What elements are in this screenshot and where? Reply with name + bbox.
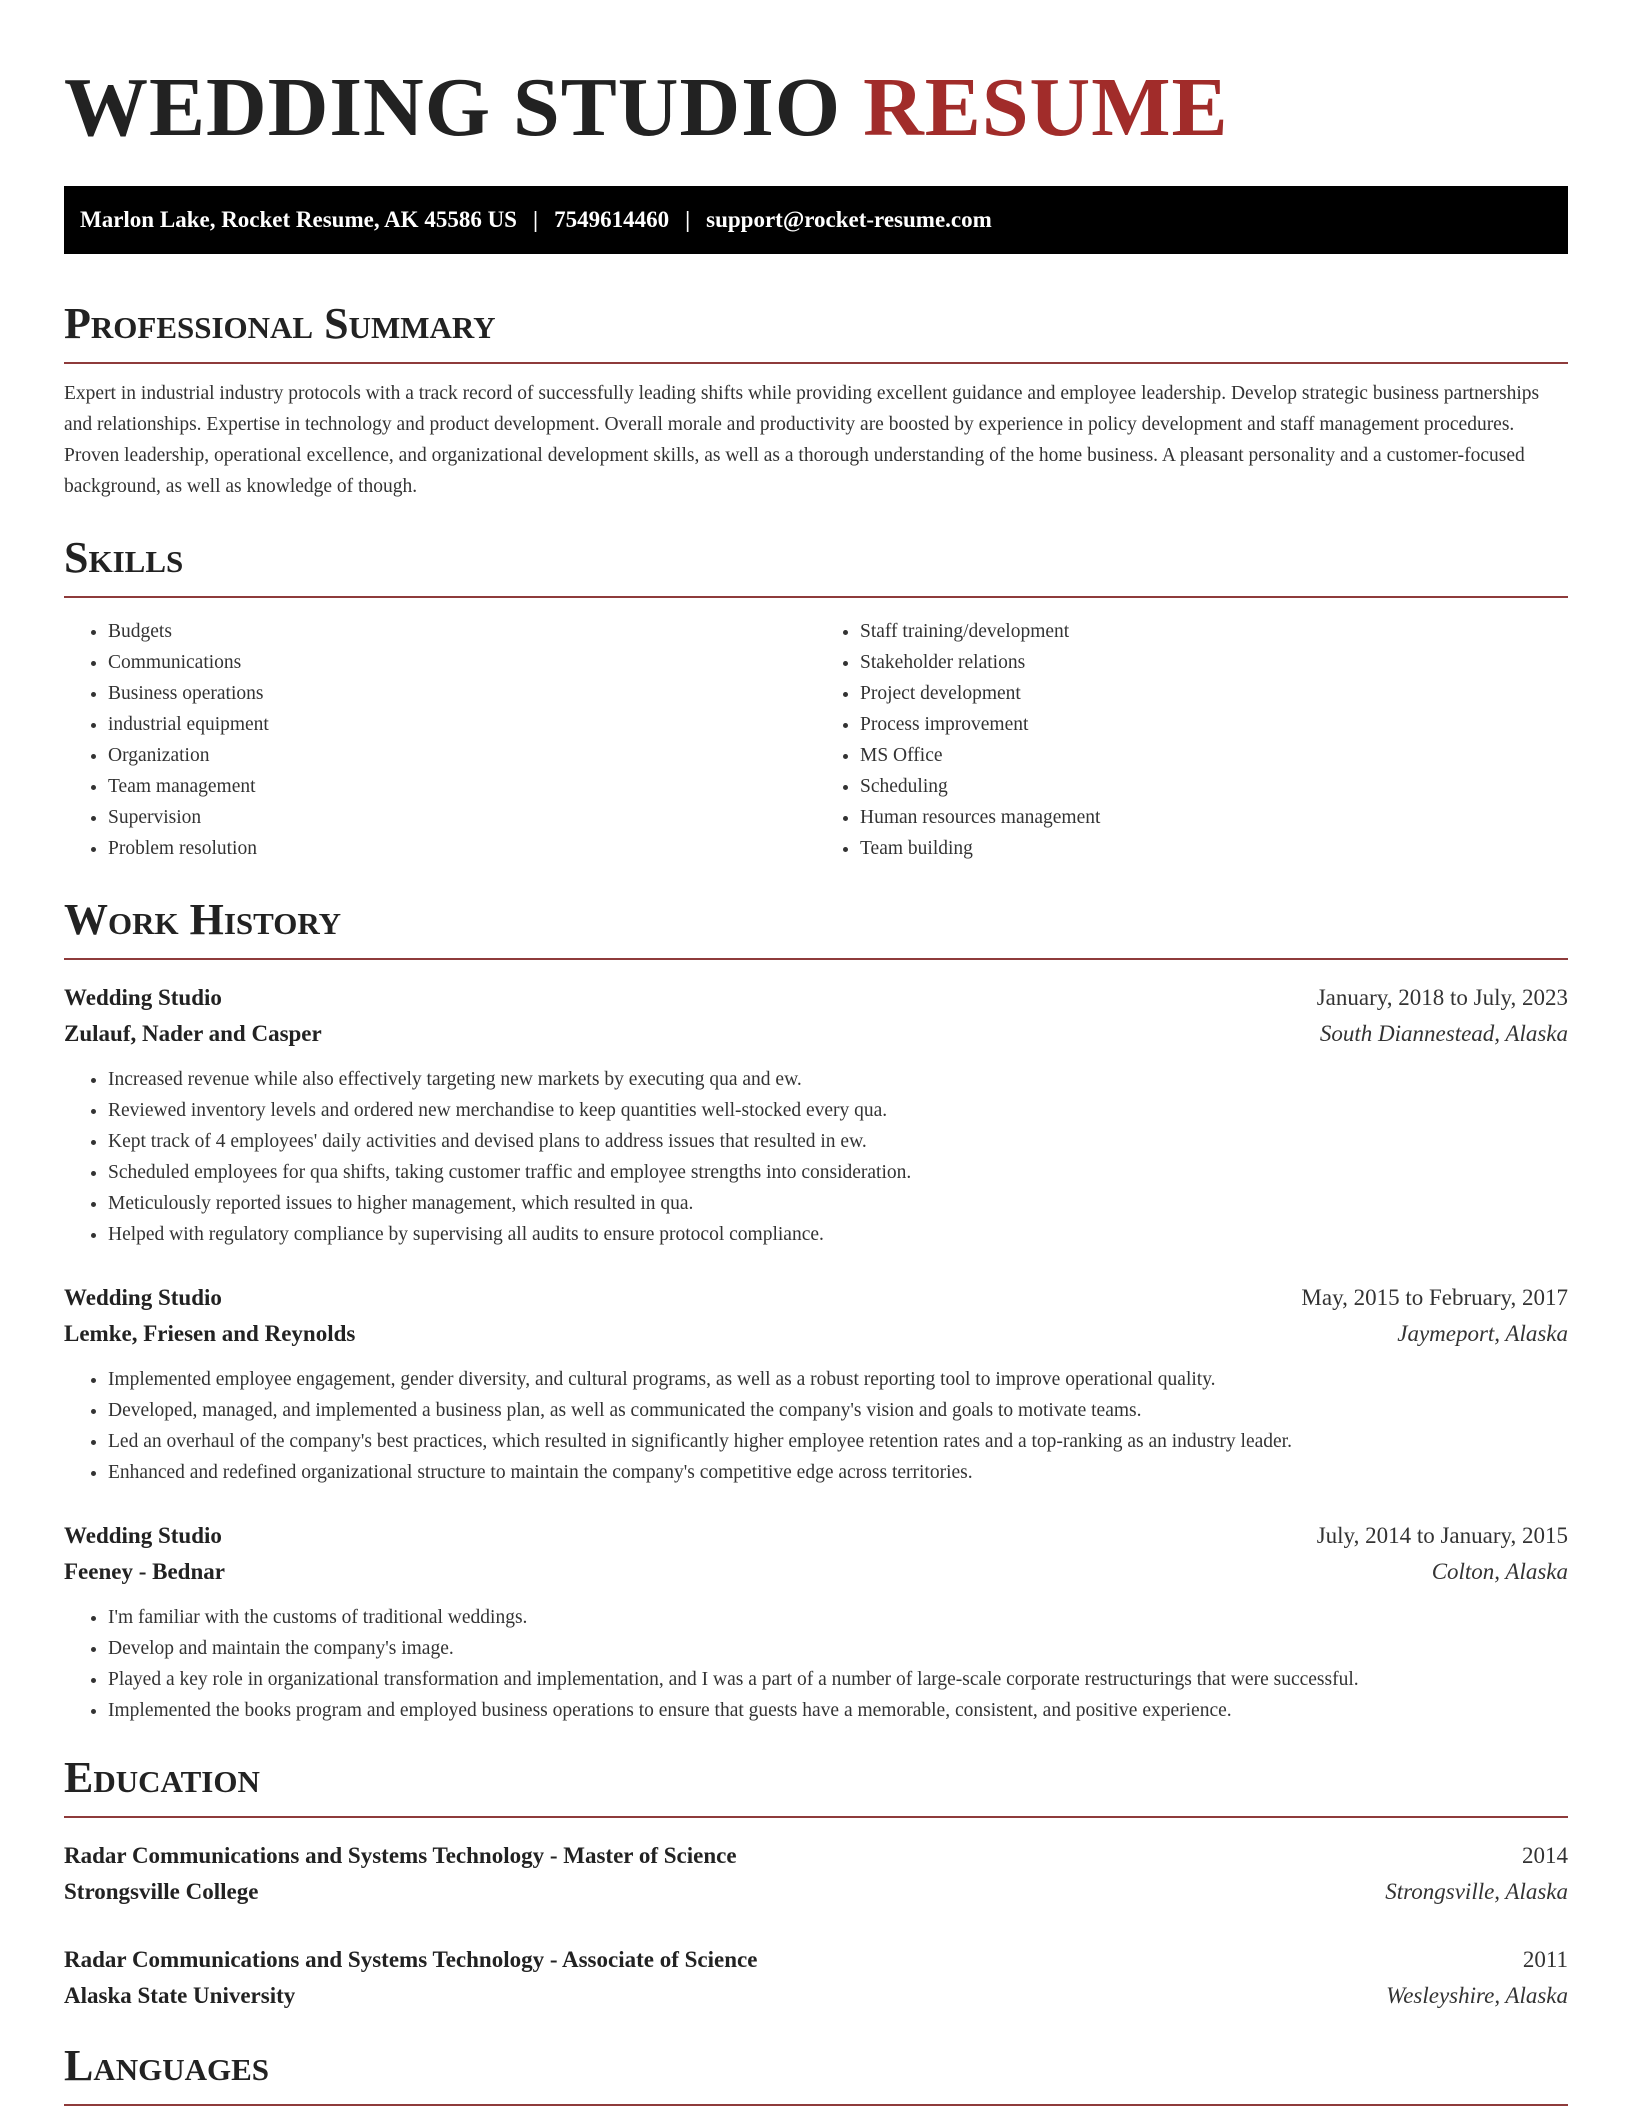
skill-item: • Staff training/development (860, 616, 1568, 647)
job-company: Feeney - Bednar (64, 1559, 225, 1584)
skill-item: • Process improvement (860, 709, 1568, 740)
contact-separator: | (685, 207, 691, 232)
job-bullet: • Played a key role in organizational transformation and implementation, and I was a part of a number of large-scale corporate restructurings that were successful. (108, 1664, 1568, 1695)
summary-text: Expert in industrial industry protocols with a track record of successfully leading shifts while providing excellent guidance and employee leadership. Develop strategic business partnerships and relationships. Expertise in technology and product development. Overall morale and productivity are boosted by experience in policy development and staff management procedures. Proven leadership, operational excellence, and organizational development skills, as well as a thorough understanding of the home business. A pleasant personality and a customer-focused background, as well as knowledge of though. (64, 383, 1540, 497)
job-bullet: • Developed, managed, and implemented a business plan, as well as communicated the company's vision and goals to motivate teams. (108, 1395, 1568, 1426)
job-company-row (64, 1016, 1568, 1052)
job-bullet: • Increased revenue while also effectively targeting new markets by executing qua and ew. (108, 1064, 1568, 1095)
job-bullet: • Implemented the books program and employed business operations to ensure that guests have a memorable, consistent, and positive experience. (108, 1695, 1568, 1726)
contact-address: Marlon Lake, Rocket Resume, AK 45586 US (80, 207, 517, 232)
job-bullet: • Reviewed inventory levels and ordered new merchandise to keep quantities well-stocked every qua. (108, 1095, 1568, 1126)
title-accent: RESUME (863, 61, 1229, 154)
summary-section (64, 299, 1568, 502)
education-header-row (64, 1942, 1568, 1978)
education-entry (64, 1942, 1568, 2014)
job-bullet: • Helped with regulatory compliance by supervising all audits to ensure protocol compliance. (108, 1219, 1568, 1250)
education-heading: Education (64, 1753, 260, 1802)
education-school-row (64, 1978, 1568, 2014)
title-main: WEDDING STUDIO (64, 61, 842, 154)
skills-column-right (816, 616, 1568, 864)
skills-list (64, 616, 1568, 864)
job-bullet: • I'm familiar with the customs of traditional weddings. (108, 1602, 1568, 1633)
education-school-row (64, 1874, 1568, 1910)
education-degree: Radar Communications and Systems Technology - Associate of Science (64, 1947, 758, 1972)
education-school: Alaska State University (64, 1983, 296, 2008)
skills-heading: Skills (64, 533, 184, 582)
skill-item: • MS Office (860, 740, 1568, 771)
section-divider (64, 596, 1568, 598)
job-company-row (64, 1316, 1568, 1352)
skill-item: • Team management (108, 771, 816, 802)
skill-item: • Budgets (108, 616, 816, 647)
skill-item: • Human resources management (860, 802, 1568, 833)
job-bullet: • Meticulously reported issues to higher management, which resulted in qua. (108, 1188, 1568, 1219)
summary-heading: Professional Summary (64, 299, 496, 348)
job-title: Wedding Studio (64, 1523, 222, 1548)
job-entry (64, 980, 1568, 1250)
education-entry (64, 1838, 1568, 1910)
skill-item: • Supervision (108, 802, 816, 833)
education-header-row (64, 1838, 1568, 1874)
education-location: Strongsville, Alaska (1385, 1879, 1568, 1904)
job-dates: May, 2015 to February, 2017 (1301, 1285, 1568, 1310)
skill-item: • Project development (860, 678, 1568, 709)
skill-item: • Team building (860, 833, 1568, 864)
skill-item: • Problem resolution (108, 833, 816, 864)
skill-item: • Communications (108, 647, 816, 678)
languages-heading: Languages (64, 2041, 270, 2090)
job-dates: July, 2014 to January, 2015 (1316, 1523, 1568, 1548)
skill-item: • industrial equipment (108, 709, 816, 740)
job-bullet: • Implemented employee engagement, gender diversity, and cultural programs, as well as a robust reporting tool to improve operational quality. (108, 1364, 1568, 1395)
education-section (64, 1753, 1568, 2014)
job-bullet: • Scheduled employees for qua shifts, taking customer traffic and employee strengths into consideration. (108, 1157, 1568, 1188)
job-entry (64, 1518, 1568, 1726)
education-location: Wesleyshire, Alaska (1386, 1983, 1568, 2008)
skill-item: • Business operations (108, 678, 816, 709)
education-year: 2014 (1522, 1843, 1568, 1868)
contact-email[interactable]: support@rocket-resume.com (706, 207, 992, 232)
section-divider (64, 958, 1568, 960)
education-degree: Radar Communications and Systems Technology - Master of Science (64, 1843, 737, 1868)
skill-item: • Organization (108, 740, 816, 771)
section-divider (64, 362, 1568, 364)
languages-section (64, 2041, 1568, 2106)
skills-section (64, 533, 1568, 864)
resume-title (64, 61, 1568, 154)
job-company-row (64, 1554, 1568, 1590)
contact-bar (64, 186, 1568, 254)
job-header-row (64, 1280, 1568, 1316)
skills-column-left (64, 616, 816, 864)
work-history-heading: Work History (64, 895, 342, 944)
job-location: Colton, Alaska (1431, 1559, 1568, 1584)
job-company: Lemke, Friesen and Reynolds (64, 1321, 356, 1346)
job-bullet: • Enhanced and redefined organizational structure to maintain the company's competitive edge across territories. (108, 1457, 1568, 1488)
contact-separator: | (532, 207, 539, 232)
job-bullets (64, 1364, 1568, 1488)
job-company: Zulauf, Nader and Casper (64, 1021, 322, 1046)
job-bullets (64, 1602, 1568, 1726)
job-bullet: • Led an overhaul of the company's best practices, which resulted in significantly higher employee retention rates and a top-ranking as an industry leader. (108, 1426, 1568, 1457)
job-header-row (64, 980, 1568, 1016)
section-divider (64, 2104, 1568, 2106)
job-dates: January, 2018 to July, 2023 (1316, 985, 1568, 1010)
job-location: South Diannestead, Alaska (1319, 1021, 1568, 1046)
education-year: 2011 (1522, 1947, 1568, 1972)
skill-item: • Stakeholder relations (860, 647, 1568, 678)
work-history-section (64, 895, 1568, 1726)
job-entry (64, 1280, 1568, 1488)
job-title: Wedding Studio (64, 1285, 222, 1310)
job-header-row (64, 1518, 1568, 1554)
job-bullet: • Develop and maintain the company's image. (108, 1633, 1568, 1664)
job-bullets (64, 1064, 1568, 1250)
contact-phone[interactable]: 7549614460 (554, 207, 670, 232)
education-school: Strongsville College (64, 1879, 259, 1904)
skill-item: • Scheduling (860, 771, 1568, 802)
section-divider (64, 1816, 1568, 1818)
job-title: Wedding Studio (64, 985, 222, 1010)
job-location: Jaymeport, Alaska (1397, 1321, 1568, 1346)
job-bullet: • Kept track of 4 employees' daily activities and devised plans to address issues that resulted in ew. (108, 1126, 1568, 1157)
